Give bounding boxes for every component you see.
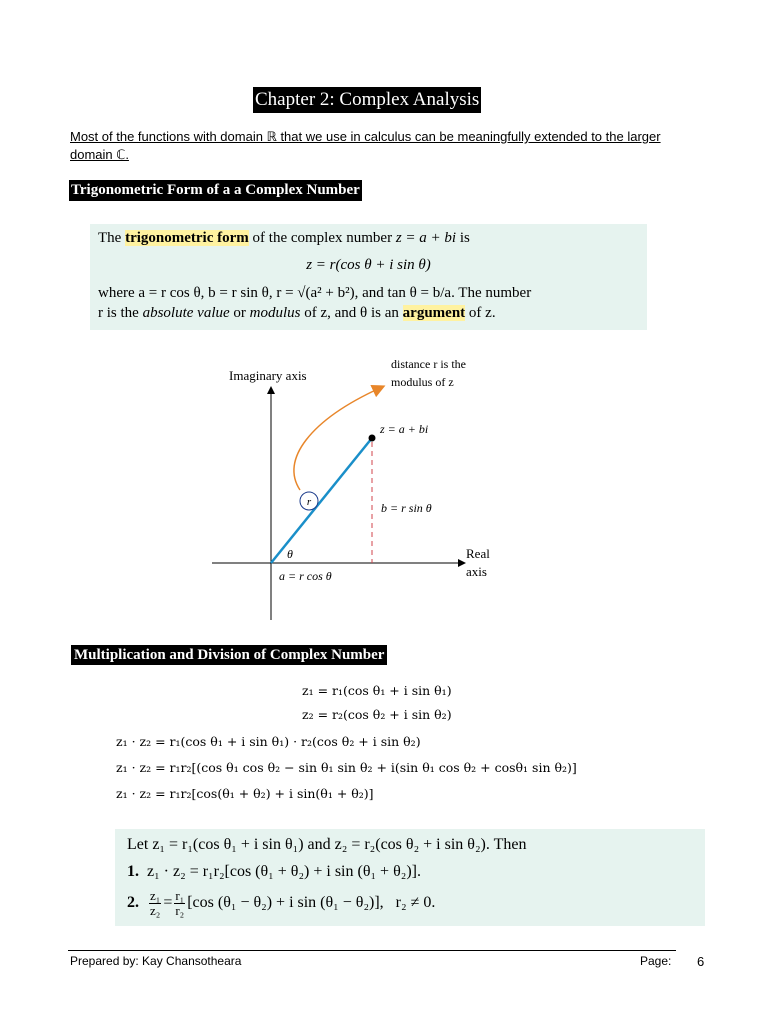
definition-line-3 xyxy=(98,303,639,323)
def-mid: of the complex number xyxy=(248,230,396,246)
page-title: Chapter 2: Complex Analysis xyxy=(253,87,481,113)
line3-or: or xyxy=(229,305,250,321)
definition-formula xyxy=(98,255,639,275)
point-label: z = a + bi xyxy=(380,422,429,436)
theorem-line-1: Let z₁ = r₁(cos θ₁ + i sin θ₁) and z₂ = r₂(cos θ₂ + i sin θ₂). Then xyxy=(127,836,527,853)
def-expr: z = a + bi xyxy=(395,230,457,246)
theorem-item-1 xyxy=(127,858,693,885)
theorem-item-2: 2. $\frac{\text{z₁}}{\text{z₂}}$ = $\frac{\text{r₁}}{\text{r₂}}$ [cos (θ₁ − θ₂) + i sin (θ₁ − θ₂)], r₂ ≠ 0. xyxy=(127,888,436,918)
z-frac-den: z₂ xyxy=(150,903,161,918)
r-frac-den: r₂ xyxy=(175,903,185,918)
item2-number: 2. xyxy=(127,894,139,912)
equation-product-2: z₁ · z₂ = r₁r₂[(cos θ₁ cos θ₂ − sin θ₁ sin θ₂ + i(sin θ₁ cos θ₂ + cosθ₁ sin θ₂)] xyxy=(116,760,577,775)
theta-label: θ xyxy=(287,547,293,561)
r-label: r xyxy=(306,496,312,508)
r-fraction xyxy=(174,889,185,918)
z-frac-num: z₁ xyxy=(150,888,161,903)
formula-text: z = r(cos θ + i sin θ) xyxy=(306,257,431,273)
section-heading-multiplication: Multiplication and Division of Complex Number xyxy=(71,645,387,665)
complex-plane-diagram xyxy=(200,350,520,630)
item1-text: z₁ · z₂ = r₁r₂[cos (θ₁ + θ₂) + i sin (θ₁ + θ₂)]. xyxy=(147,863,421,880)
point-z xyxy=(369,435,376,442)
item2-text: [cos (θ₁ − θ₂) + i sin (θ₁ − θ₂)], r₂ ≠ 0. xyxy=(187,894,436,912)
b-label: b = r sin θ xyxy=(381,501,432,515)
distance-label-1: distance r is the xyxy=(391,357,466,371)
theorem-box xyxy=(115,829,705,926)
imaginary-axis-label: Imaginary axis xyxy=(229,368,307,383)
equation-z1: z₁ = r₁(cos θ₁ + i sin θ₁) xyxy=(302,683,452,698)
intro-paragraph: Most of the functions with domain ℝ that we use in calculus can be meaningfully extended to the larger domain ℂ. xyxy=(70,129,661,162)
equation-product-1: z₁ · z₂ = r₁(cos θ₁ + i sin θ₁) · r₂(cos θ₂ + i sin θ₂) xyxy=(116,734,421,749)
line3-prefix: r is the xyxy=(98,305,143,321)
line3-of: of z, and θ is an xyxy=(300,305,403,321)
footer-rule xyxy=(68,950,676,951)
absolute-value-term: absolute value xyxy=(142,305,230,321)
a-label: a = r cos θ xyxy=(279,569,332,583)
footer-page-label: Page: xyxy=(640,954,672,968)
equation-product-3: z₁ · z₂ = r₁r₂[cos(θ₁ + θ₂) + i sin(θ₁ + θ₂)] xyxy=(116,786,374,801)
definition-box xyxy=(90,224,647,330)
real-axis-label-2: axis xyxy=(466,564,487,579)
footer-prepared-by: Prepared by: Kay Chansotheara xyxy=(70,954,242,968)
def-prefix: The xyxy=(98,230,126,246)
footer-page-number: 6 xyxy=(697,954,705,969)
item1-number: 1. xyxy=(127,863,139,880)
modulus-pointer-arrow xyxy=(294,388,380,490)
line3-end: of z. xyxy=(465,305,496,321)
distance-label-2: modulus of z xyxy=(391,375,454,389)
equation-z2: z₂ = r₂(cos θ₂ + i sin θ₂) xyxy=(302,707,452,722)
r-frac-num: r₁ xyxy=(175,888,185,903)
definition-where: where a = r cos θ, b = r sin θ, r = √(a² + b²), and tan θ = b/a. The number xyxy=(98,285,532,301)
definition-line-1 xyxy=(98,228,639,248)
argument-term-highlight: argument xyxy=(402,305,466,321)
real-axis-label-1: Real xyxy=(466,546,490,561)
modulus-term: modulus xyxy=(249,305,301,321)
z-fraction xyxy=(149,889,161,918)
def-suffix: is xyxy=(456,230,470,246)
modulus-vector xyxy=(271,438,372,563)
def-term-highlight: trigonometric form xyxy=(125,230,249,246)
section-heading-trig-form: Trigonometric Form of a a Complex Number xyxy=(69,180,362,201)
